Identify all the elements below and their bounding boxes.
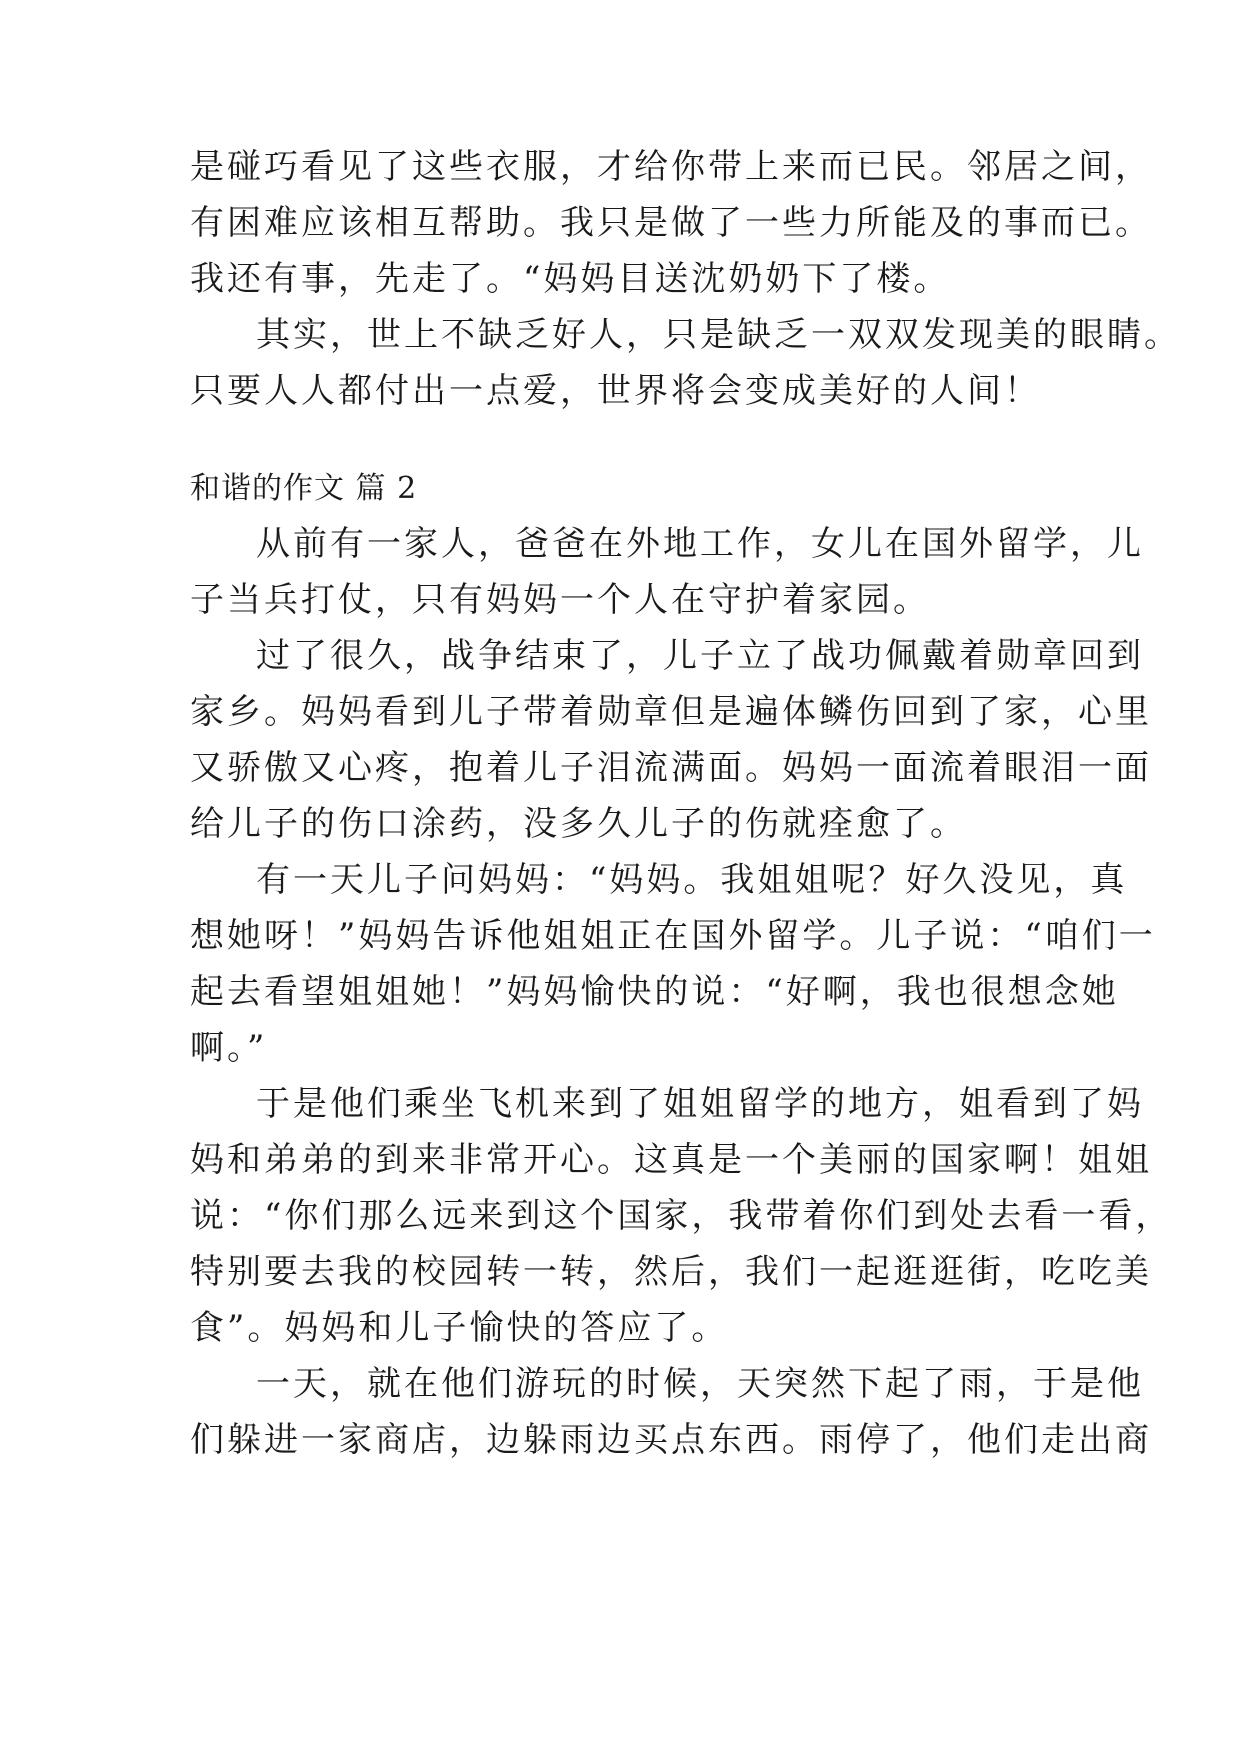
paragraph-line: 只要人人都付出一点爱，世界将会变成美好的人间！ bbox=[190, 371, 1041, 411]
paragraph-line: 妈和弟弟的到来非常开心。这真是一个美丽的国家啊！姐姐 bbox=[190, 1140, 1152, 1180]
paragraph-line: 给儿子的伤口涂药，没多久儿子的伤就痊愈了。 bbox=[190, 804, 967, 844]
paragraph-line: 起去看望姐姐她！”妈妈愉快的说：“好啊，我也很想念她 bbox=[190, 972, 1119, 1012]
paragraph-line: 们躲进一家商店，边躲雨边买点东西。雨停了，他们走出商 bbox=[190, 1420, 1152, 1460]
paragraph-line: 于是他们乘坐飞机来到了姐姐留学的地方，姐看到了妈 bbox=[256, 1084, 1144, 1124]
paragraph-line: 是碰巧看见了这些衣服，才给你带上来而已民。邻居之间， bbox=[190, 147, 1152, 187]
section-heading: 和谐的作文 篇 2 bbox=[190, 471, 418, 506]
paragraph-line: 有困难应该相互帮助。我只是做了一些力所能及的事而已。 bbox=[190, 203, 1152, 243]
paragraph-line: 又骄傲又心疼，抱着儿子泪流满面。妈妈一面流着眼泪一面 bbox=[190, 748, 1152, 788]
paragraph-line: 有一天儿子问妈妈：“妈妈。我姐姐呢？好久没见，真 bbox=[256, 860, 1128, 900]
paragraph-line: 子当兵打仗，只有妈妈一个人在守护着家园。 bbox=[190, 580, 930, 620]
paragraph-line: 我还有事，先走了。“妈妈目送沈奶奶下了楼。 bbox=[190, 259, 951, 299]
paragraph-line: 说：“你们那么远来到这个国家，我带着你们到处去看一看， bbox=[190, 1196, 1173, 1236]
paragraph-line: 家乡。妈妈看到儿子带着勋章但是遍体鳞伤回到了家，心里 bbox=[190, 692, 1152, 732]
paragraph-line: 特别要去我的校园转一转，然后，我们一起逛逛街，吃吃美 bbox=[190, 1252, 1152, 1292]
paragraph-line: 过了很久，战争结束了，儿子立了战功佩戴着勋章回到 bbox=[256, 636, 1144, 676]
paragraph-line: 啊。” bbox=[190, 1028, 268, 1068]
paragraph-line: 从前有一家人，爸爸在外地工作，女儿在国外留学，儿 bbox=[256, 524, 1144, 564]
paragraph-line: 其实，世上不缺乏好人，只是缺乏一双双发现美的眼睛。 bbox=[256, 315, 1181, 355]
paragraph-line: 想她呀！”妈妈告诉他姐姐正在国外留学。儿子说：“咱们一 bbox=[190, 916, 1156, 956]
paragraph-line: 一天，就在他们游玩的时候，天突然下起了雨，于是他 bbox=[256, 1364, 1144, 1404]
paragraph-line: 食”。妈妈和儿子愉快的答应了。 bbox=[190, 1308, 729, 1348]
